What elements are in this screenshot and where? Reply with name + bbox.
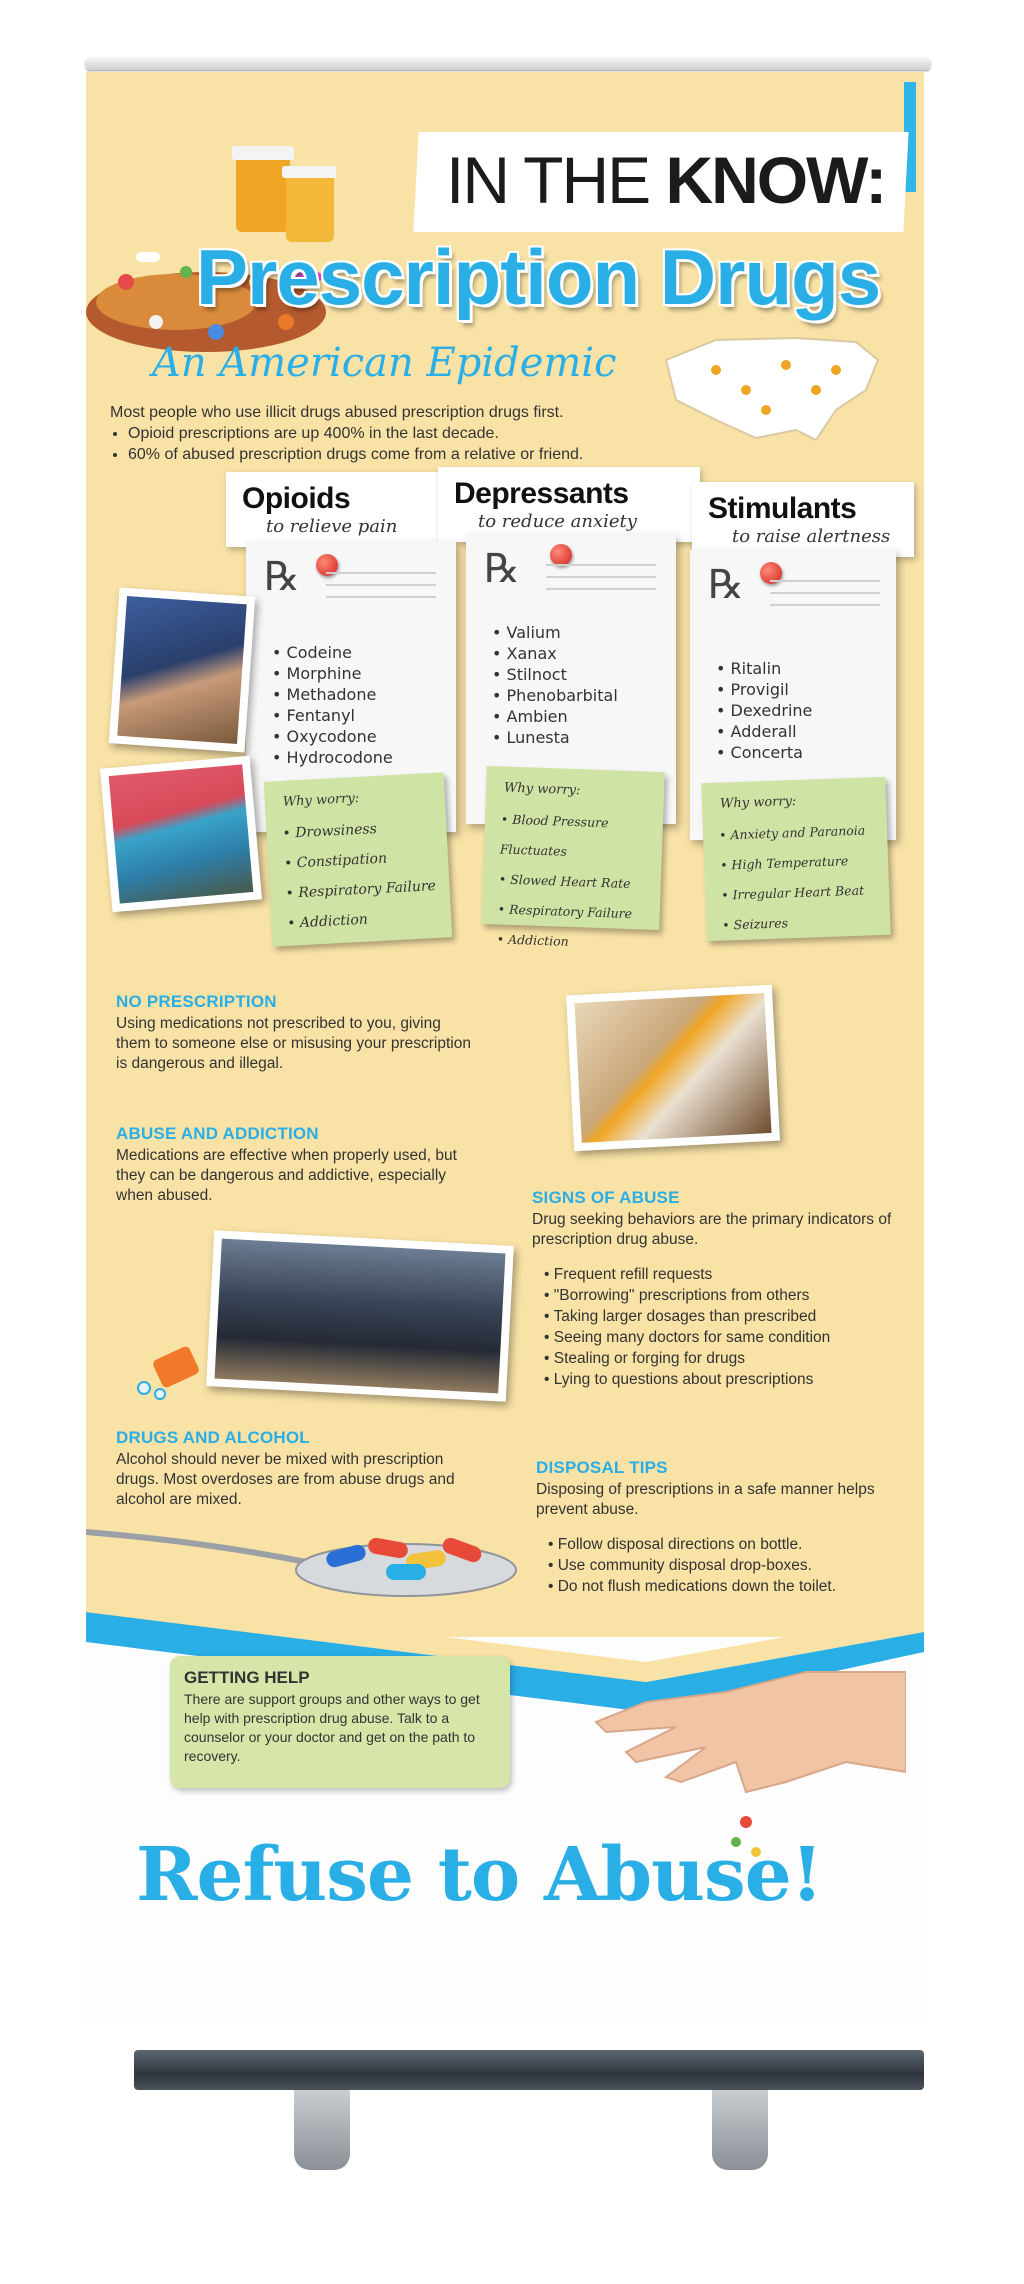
list-item: • Stealing or forging for drugs <box>544 1348 902 1369</box>
list-item: • "Borrowing" prescriptions from others <box>544 1285 902 1306</box>
drug-item: • Adderall <box>716 721 812 742</box>
note-item: • Respiratory Failure <box>497 894 660 930</box>
section-title: DRUGS AND ALCOHOL <box>116 1428 310 1447</box>
disposal-list <box>536 1534 906 1597</box>
section-title: NO PRESCRIPTION <box>116 992 277 1011</box>
intro-lead: Most people who use illicit drugs abused prescription drugs first. <box>110 404 564 421</box>
list-item: • Do not flush medications down the toilet. <box>548 1576 906 1597</box>
note-list <box>719 816 869 941</box>
note-heading: Why worry: <box>503 780 581 799</box>
list-item: • Frequent refill requests <box>544 1264 902 1285</box>
sheet-lines <box>770 580 880 616</box>
list-item: • Use community disposal drop-boxes. <box>548 1555 906 1576</box>
section-body: Using medications not prescribed to you, giving them to someone else or misusing your prescription is dangerous and illegal. <box>116 1015 471 1072</box>
section-title: SIGNS OF ABUSE <box>532 1188 680 1207</box>
drug-item: • Morphine <box>272 663 393 684</box>
drug-item: • Phenobarbital <box>492 685 618 706</box>
drug-item: • Methadone <box>272 684 393 705</box>
rx-symbol-icon: ℞ <box>708 562 744 608</box>
section-body: Medications are effective when properly used, but they can be dangerous and addictive, especially when abused. <box>116 1147 457 1204</box>
section-abuse-addiction <box>116 1124 476 1206</box>
note-list <box>282 811 438 939</box>
drug-item: • Oxycodone <box>272 726 393 747</box>
note-item: • Addiction <box>286 901 438 939</box>
note-item: • Seizures <box>722 906 869 941</box>
note-heading: Why worry: <box>282 790 360 810</box>
note-item: • Irregular Heart Beat <box>721 876 868 911</box>
help-title: GETTING HELP <box>184 1668 310 1687</box>
rx-symbol-icon: ℞ <box>264 554 300 600</box>
note-item: • Anxiety and Paranoia <box>719 816 866 851</box>
section-body: Drug seeking behaviors are the primary indicators of prescription drug abuse. <box>532 1211 892 1248</box>
note-item: • Addiction <box>496 924 659 960</box>
drug-item: • Codeine <box>272 642 393 663</box>
drug-list <box>492 622 618 748</box>
stand-base-bar <box>134 2050 924 2090</box>
category-name: Opioids <box>242 482 351 515</box>
page-title-know: IN THE KNOW: <box>446 143 886 217</box>
banner <box>86 72 924 2022</box>
category-subtitle: to raise alertness <box>732 526 891 547</box>
note-list <box>496 804 663 960</box>
drug-list <box>716 658 812 763</box>
section-title: DISPOSAL TIPS <box>536 1458 668 1477</box>
section-signs-of-abuse <box>532 1188 902 1390</box>
slogan: Refuse to Abuse! <box>136 1832 823 1918</box>
spoon-pills-image <box>86 1512 526 1602</box>
intro-bullet: • 60% of abused prescription drugs come from a relative or friend. <box>128 444 730 465</box>
page-title-main: Prescription Drugs <box>196 233 881 321</box>
sticky-note-depressants <box>481 766 664 949</box>
banner-top-rail <box>86 58 930 70</box>
stand-foot-left <box>294 2090 350 2170</box>
drug-item: • Xanax <box>492 643 618 664</box>
section-body: Disposing of prescriptions in a safe manner helps prevent abuse. <box>536 1481 875 1518</box>
section-drugs-alcohol <box>116 1428 476 1510</box>
category-name: Stimulants <box>708 492 857 525</box>
section-body: Alcohol should never be mixed with prescription drugs. Most overdoses are from abuse drugs and alcohol are mixed. <box>116 1451 455 1508</box>
drug-list <box>272 642 393 768</box>
note-item: • High Temperature <box>720 846 867 881</box>
rx-symbol-icon: ℞ <box>484 546 520 592</box>
drug-item: • Hydrocodone <box>272 747 393 768</box>
photo-pill-organizer <box>100 756 262 913</box>
pushpin-icon <box>550 544 572 566</box>
category-subtitle: to relieve pain <box>266 516 398 537</box>
sticky-note-stimulants <box>701 777 890 941</box>
list-item: • Lying to questions about prescriptions <box>544 1369 902 1390</box>
list-item: • Taking larger dosages than prescribed <box>544 1306 902 1327</box>
signs-list <box>532 1264 902 1390</box>
section-disposal-tips <box>536 1458 906 1597</box>
sheet-lines <box>326 572 436 608</box>
section-title: ABUSE AND ADDICTION <box>116 1124 319 1143</box>
getting-help-box <box>170 1656 510 1788</box>
drug-item: • Stilnoct <box>492 664 618 685</box>
note-item: • Slowed Heart Rate <box>498 864 661 900</box>
category-label-stimulants <box>692 482 914 557</box>
drug-item: • Valium <box>492 622 618 643</box>
drug-item: • Fentanyl <box>272 705 393 726</box>
drug-item: • Lunesta <box>492 727 618 748</box>
help-body: There are support groups and other ways to get help with prescription drug abuse. Talk to a counselor or your doctor and get on the path to recovery. <box>184 1691 480 1764</box>
category-name: Depressants <box>454 477 629 510</box>
photo-man-alcohol <box>206 1230 514 1401</box>
note-item: • Respiratory Failure <box>285 871 437 909</box>
intro-text <box>110 402 730 465</box>
list-item: • Seeing many doctors for same condition <box>544 1327 902 1348</box>
note-item: • Drowsiness <box>282 811 434 849</box>
note-item: • Constipation <box>283 841 435 879</box>
drug-item: • Dexedrine <box>716 700 812 721</box>
spilled-pill-bottle-image <box>126 1342 216 1402</box>
note-heading: Why worry: <box>719 793 797 812</box>
stand-foot-right <box>712 2090 768 2170</box>
category-label-depressants <box>438 467 700 542</box>
hand-dropping-pills-image <box>586 1632 906 1862</box>
drug-item: • Concerta <box>716 742 812 763</box>
sticky-note-opioids <box>264 772 452 946</box>
drug-item: • Ambien <box>492 706 618 727</box>
photo-person-pills <box>109 587 256 752</box>
drug-item: • Provigil <box>716 679 812 700</box>
note-item: • Blood Pressure Fluctuates <box>499 804 663 870</box>
page-subtitle: An American Epidemic <box>152 340 617 386</box>
photo-writing-prescription <box>566 985 780 1152</box>
section-no-prescription <box>116 992 476 1074</box>
category-label-opioids <box>226 472 448 547</box>
drug-item: • Ritalin <box>716 658 812 679</box>
intro-bullet: • Opioid prescriptions are up 400% in the last decade. <box>128 423 730 444</box>
category-subtitle: to reduce anxiety <box>478 511 637 532</box>
sheet-lines <box>546 564 656 600</box>
list-item: • Follow disposal directions on bottle. <box>548 1534 906 1555</box>
